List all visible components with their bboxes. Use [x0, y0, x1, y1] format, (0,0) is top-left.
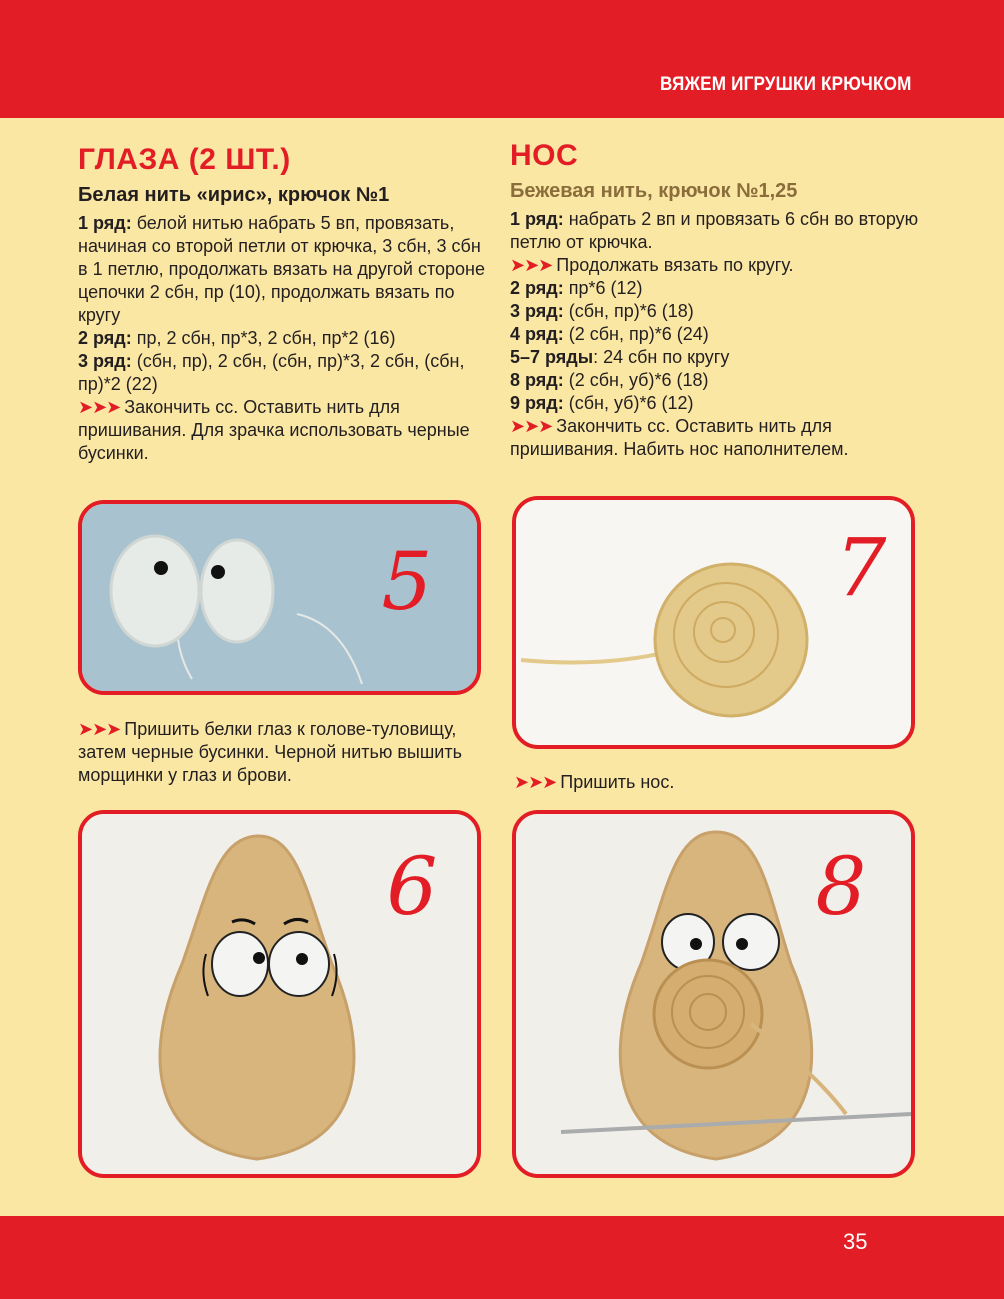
page-number: 35	[843, 1229, 868, 1254]
arrows-icon: ➤➤➤	[510, 416, 553, 436]
nose-row-4-text: (2 сбн, пр)*6 (24)	[563, 324, 709, 344]
nose-title: НОС	[510, 139, 579, 172]
eyes-finish-text: Закончить сс. Оставить нить для пришивания. Для зрачка использовать черные бусинки.	[78, 397, 470, 463]
arrows-icon: ➤➤➤	[78, 719, 121, 739]
nose-row-1-text: набрать 2 вп и провязать 6 сбн во вторую петлю от крючка.	[510, 209, 919, 252]
photo-number-8: 8	[815, 840, 867, 933]
nose-row-5-7	[510, 346, 930, 369]
nose-row-9	[510, 392, 930, 415]
header-title: ВЯЖЕМ ИГРУШКИ КРЮЧКОМ	[660, 74, 912, 95]
nose-row-3-text: (сбн, пр)*6 (18)	[563, 301, 694, 321]
eyes-row-1-label: 1 ряд:	[78, 213, 132, 233]
bead-icon	[154, 561, 168, 575]
nose-continue-text: Продолжать вязать по кругу.	[556, 255, 794, 275]
eyes-row-3	[78, 350, 488, 396]
eyes-row-3-label: 3 ряд:	[78, 351, 132, 371]
nose-row-2	[510, 277, 930, 300]
nose-row-1	[510, 208, 930, 254]
nose-row-2-text: пр*6 (12)	[563, 278, 643, 298]
nose-section	[510, 138, 930, 461]
arrows-icon: ➤➤➤	[514, 772, 557, 792]
eyes-row-1-text: белой нитью набрать 5 вп, провязать, начиная со второй петли от крючка, 3 сбн, 3 сбн в 1 петлю, продолжать вязать на другой стороне цепочки 2 сбн, пр (10), продолжать вязать по кругу	[78, 213, 485, 325]
nose-row-2-label: 2 ряд:	[510, 278, 564, 298]
photo-number-6: 6	[386, 840, 438, 933]
eye-piece-left	[111, 536, 199, 646]
eyes-row-1	[78, 212, 488, 327]
eye-piece-right	[201, 540, 273, 642]
caption-nose	[514, 771, 924, 794]
nose-row-3	[510, 300, 930, 323]
caption-eyes-text: Пришить белки глаз к голове-туловищу, затем черные бусинки. Черной нитью вышить морщинки у глаз и брови.	[78, 719, 462, 785]
photo-number-7: 7	[835, 521, 887, 614]
eyes-row-2-text: пр, 2 сбн, пр*3, 2 сбн, пр*2 (16)	[131, 328, 396, 348]
eyes-row-2	[78, 327, 488, 350]
nose-row-4-label: 4 ряд:	[510, 324, 564, 344]
nose-row-9-text: (сбн, уб)*6 (12)	[563, 393, 694, 413]
photo-number-5: 5	[381, 535, 433, 628]
nose-finish	[510, 415, 930, 461]
nose-row-8-label: 8 ряд:	[510, 370, 564, 390]
arrows-icon: ➤➤➤	[510, 255, 553, 275]
nose-row-9-label: 9 ряд:	[510, 393, 564, 413]
eyes-finish	[78, 396, 488, 465]
eyes-row-3-text: (сбн, пр), 2 сбн, (сбн, пр)*3, 2 сбн, (сбн, пр)*2 (22)	[78, 351, 465, 394]
caption-nose-text: Пришить нос.	[560, 772, 675, 792]
eye-left	[212, 932, 268, 996]
nose-row-5-7-text: : 24 сбн по кругу	[593, 347, 730, 367]
nose-finish-text: Закончить сс. Оставить нить для пришивания. Набить нос наполнителем.	[510, 416, 849, 459]
photo-body-eyes	[78, 810, 481, 1178]
nose-row-5-7-label: 5–7 ряды	[510, 347, 594, 367]
eyes-subtitle: Белая нить «ирис», крючок №1	[78, 184, 390, 206]
nose-subtitle: Бежевая нить, крючок №1,25	[510, 180, 798, 202]
nose-row-3-label: 3 ряд:	[510, 301, 564, 321]
nose-row-1-label: 1 ряд:	[510, 209, 564, 229]
nose-row-8-text: (2 сбн, уб)*6 (18)	[563, 370, 709, 390]
eyes-title: ГЛАЗА (2 ШТ.)	[78, 143, 291, 176]
nose-continue	[510, 254, 930, 277]
nose-row-8	[510, 369, 930, 392]
photo-nose-piece	[512, 496, 915, 749]
caption-eyes	[78, 718, 488, 787]
photo-eyes-pieces	[78, 500, 481, 695]
header-bar	[0, 0, 1004, 118]
arrows-icon: ➤➤➤	[78, 397, 121, 417]
eyes-section	[78, 142, 488, 465]
bead-icon	[211, 565, 225, 579]
nose-row-4	[510, 323, 930, 346]
photo-body-nose	[512, 810, 915, 1178]
eyes-row-2-label: 2 ряд:	[78, 328, 132, 348]
